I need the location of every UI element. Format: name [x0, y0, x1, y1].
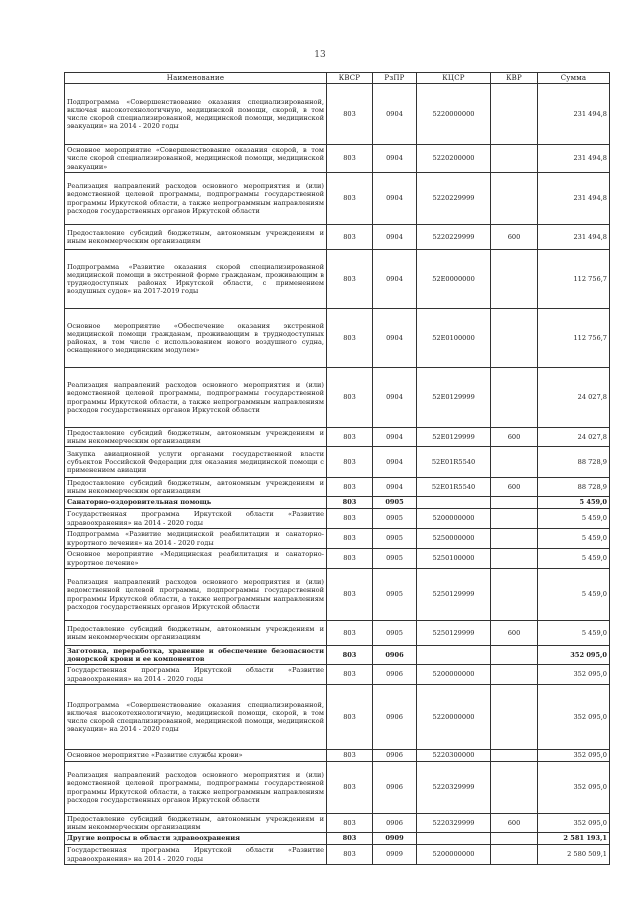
- cell-kcsr: 5220229999: [417, 225, 491, 250]
- cell-kvr: [491, 529, 538, 549]
- cell-rzpr: 0904: [373, 428, 417, 447]
- cell-name: Другие вопросы в области здравоохранения: [65, 833, 327, 845]
- table-row: [65, 225, 610, 250]
- header-rzpr: РзПР: [373, 73, 417, 84]
- cell-sum: 231 494,8: [538, 225, 610, 250]
- cell-name: Основное мероприятие «Обеспечение оказания экстренной медицинской помощи гражданам, проживающим в труднодоступных районах, в том числе с использованием нового воздушного судна, оснащенного медицинским модулем»: [65, 309, 327, 368]
- cell-rzpr: 0904: [373, 173, 417, 225]
- cell-rzpr: 0904: [373, 84, 417, 145]
- cell-kvsr: 803: [327, 478, 373, 497]
- cell-kcsr: 5250129999: [417, 621, 491, 646]
- cell-kvr: 600: [491, 225, 538, 250]
- cell-sum: 5 459,0: [538, 529, 610, 549]
- cell-sum: 5 459,0: [538, 549, 610, 569]
- cell-kvr: [491, 309, 538, 368]
- table-row: [65, 549, 610, 569]
- cell-kvsr: 803: [327, 84, 373, 145]
- cell-kvr: [491, 250, 538, 309]
- cell-kcsr: [417, 497, 491, 509]
- cell-rzpr: 0904: [373, 478, 417, 497]
- header-kcsr: КЦСР: [417, 73, 491, 84]
- cell-rzpr: 0904: [373, 250, 417, 309]
- cell-rzpr: 0906: [373, 814, 417, 833]
- table-row: [65, 447, 610, 478]
- table-row: [65, 368, 610, 428]
- cell-rzpr: 0905: [373, 549, 417, 569]
- cell-sum: 2 581 193,1: [538, 833, 610, 845]
- cell-kvr: 600: [491, 814, 538, 833]
- cell-kvr: [491, 447, 538, 478]
- cell-kvr: [491, 845, 538, 865]
- table-row: [65, 509, 610, 529]
- header-kvr: КВР: [491, 73, 538, 84]
- cell-sum: 352 095,0: [538, 814, 610, 833]
- cell-kcsr: 5200000000: [417, 845, 491, 865]
- cell-kcsr: 5220200000: [417, 145, 491, 173]
- cell-sum: 231 494,8: [538, 84, 610, 145]
- cell-kcsr: 52E01R5540: [417, 447, 491, 478]
- cell-rzpr: 0904: [373, 368, 417, 428]
- cell-rzpr: 0904: [373, 447, 417, 478]
- cell-kcsr: 5200000000: [417, 509, 491, 529]
- cell-sum: 5 459,0: [538, 621, 610, 646]
- cell-kvsr: 803: [327, 833, 373, 845]
- cell-kvsr: 803: [327, 685, 373, 750]
- cell-kcsr: [417, 833, 491, 845]
- table-row: [65, 762, 610, 814]
- cell-kcsr: 5250129999: [417, 569, 491, 621]
- cell-rzpr: 0906: [373, 762, 417, 814]
- table-row: [65, 665, 610, 685]
- cell-sum: 231 494,8: [538, 173, 610, 225]
- table-row: [65, 529, 610, 549]
- cell-name: Предоставление субсидий бюджетным, автономным учреждениям и иным некоммерческим организациям: [65, 621, 327, 646]
- cell-kvsr: 803: [327, 509, 373, 529]
- cell-sum: 24 027,8: [538, 368, 610, 428]
- cell-kvr: [491, 173, 538, 225]
- cell-sum: 24 027,8: [538, 428, 610, 447]
- cell-sum: 88 728,9: [538, 478, 610, 497]
- cell-name: Предоставление субсидий бюджетным, автономным учреждениям и иным некоммерческим организациям: [65, 814, 327, 833]
- cell-kvsr: 803: [327, 529, 373, 549]
- table-row: [65, 173, 610, 225]
- cell-kcsr: [417, 646, 491, 665]
- cell-rzpr: 0905: [373, 569, 417, 621]
- cell-kvsr: 803: [327, 569, 373, 621]
- cell-kvr: [491, 145, 538, 173]
- cell-kcsr: 52E0129999: [417, 368, 491, 428]
- cell-sum: 231 494,8: [538, 145, 610, 173]
- cell-kvr: [491, 569, 538, 621]
- cell-sum: 352 095,0: [538, 685, 610, 750]
- cell-kvr: [491, 665, 538, 685]
- cell-kvr: 600: [491, 478, 538, 497]
- cell-kcsr: 5250000000: [417, 529, 491, 549]
- cell-kvsr: 803: [327, 225, 373, 250]
- cell-name: Подпрограмма «Совершенствование оказания специализированной, включая высокотехнологичную, медицинской помощи, скорой, в том числе скорой специализированной, медицинской помощи, медицинской эвакуации» на 2014 - 2020 годы: [65, 84, 327, 145]
- cell-name: Государственная программа Иркутской области «Развитие здравоохранения» на 2014 - 2020 годы: [65, 845, 327, 865]
- cell-name: Санаторно-оздоровительная помощь: [65, 497, 327, 509]
- cell-kcsr: 5220000000: [417, 84, 491, 145]
- cell-kvr: [491, 549, 538, 569]
- cell-name: Закупка авиационной услуги органами государственной власти субъектов Российской Федерации для оказания медицинской помощи с применением авиации: [65, 447, 327, 478]
- cell-kvsr: 803: [327, 428, 373, 447]
- cell-name: Государственная программа Иркутской области «Развитие здравоохранения» на 2014 - 2020 годы: [65, 665, 327, 685]
- page-number: 13: [314, 50, 326, 60]
- cell-kvr: [491, 84, 538, 145]
- cell-sum: 5 459,0: [538, 509, 610, 529]
- cell-kvsr: 803: [327, 368, 373, 428]
- cell-rzpr: 0909: [373, 845, 417, 865]
- cell-rzpr: 0905: [373, 497, 417, 509]
- cell-rzpr: 0906: [373, 685, 417, 750]
- cell-kvr: [491, 368, 538, 428]
- budget-table: [64, 72, 610, 865]
- cell-rzpr: 0904: [373, 225, 417, 250]
- cell-sum: 352 095,0: [538, 762, 610, 814]
- cell-kcsr: 5250100000: [417, 549, 491, 569]
- cell-kcsr: 52E0100000: [417, 309, 491, 368]
- table-row: [65, 84, 610, 145]
- cell-rzpr: 0905: [373, 529, 417, 549]
- cell-kvr: [491, 646, 538, 665]
- header-sum: Сумма: [538, 73, 610, 84]
- table-row: [65, 750, 610, 762]
- cell-sum: 2 580 509,1: [538, 845, 610, 865]
- cell-name: Основное мероприятие «Медицинская реабилитация и санаторно-курортное лечение»: [65, 549, 327, 569]
- cell-kvr: 600: [491, 428, 538, 447]
- cell-rzpr: 0906: [373, 646, 417, 665]
- cell-name: Реализация направлений расходов основного мероприятия и (или) ведомственной целевой программы, подпрограммы государственной программы Иркутской области, а также непрограммным направлениям расходов государственных органов Иркутской области: [65, 368, 327, 428]
- cell-sum: 112 756,7: [538, 309, 610, 368]
- cell-name: Предоставление субсидий бюджетным, автономным учреждениям и иным некоммерческим организациям: [65, 225, 327, 250]
- cell-sum: 88 728,9: [538, 447, 610, 478]
- table-row: [65, 814, 610, 833]
- cell-kvr: [491, 509, 538, 529]
- header-name: Наименование: [65, 73, 327, 84]
- cell-kvsr: 803: [327, 845, 373, 865]
- table-row: [65, 428, 610, 447]
- cell-name: Реализация направлений расходов основного мероприятия и (или) ведомственной целевой программы, подпрограммы государственной программы Иркутской области, а также непрограммным направлениям расходов государственных органов Иркутской области: [65, 173, 327, 225]
- cell-sum: 352 095,0: [538, 750, 610, 762]
- cell-kcsr: 52E0000000: [417, 250, 491, 309]
- table-row: [65, 309, 610, 368]
- cell-kcsr: 5220329999: [417, 762, 491, 814]
- cell-rzpr: 0905: [373, 509, 417, 529]
- table-row: [65, 478, 610, 497]
- cell-name: Реализация направлений расходов основного мероприятия и (или) ведомственной целевой программы, подпрограммы государственной программы Иркутской области, а также непрограммным направлениям расходов государственных органов Иркутской области: [65, 762, 327, 814]
- cell-rzpr: 0906: [373, 750, 417, 762]
- cell-kvsr: 803: [327, 621, 373, 646]
- cell-rzpr: 0906: [373, 665, 417, 685]
- cell-kvsr: 803: [327, 762, 373, 814]
- table-row: [65, 833, 610, 845]
- cell-kvr: 600: [491, 621, 538, 646]
- cell-name: Предоставление субсидий бюджетным, автономным учреждениям и иным некоммерческим организациям: [65, 478, 327, 497]
- table-row: [65, 646, 610, 665]
- cell-name: Подпрограмма «Развитие оказания скорой специализированной медицинской помощи в экстренной форме гражданам, проживающим в труднодоступных районах Иркутской области, с применением воздушных судов» на 2017-2019 годы: [65, 250, 327, 309]
- cell-kcsr: 52E01R5540: [417, 478, 491, 497]
- cell-kcsr: 5220229999: [417, 173, 491, 225]
- cell-rzpr: 0904: [373, 309, 417, 368]
- cell-kvr: [491, 685, 538, 750]
- cell-kcsr: 5200000000: [417, 665, 491, 685]
- cell-kvr: [491, 750, 538, 762]
- cell-kvsr: 803: [327, 750, 373, 762]
- table-header-row: [65, 73, 610, 84]
- cell-sum: 5 459,0: [538, 569, 610, 621]
- cell-kvsr: 803: [327, 646, 373, 665]
- cell-rzpr: 0909: [373, 833, 417, 845]
- cell-kvsr: 803: [327, 447, 373, 478]
- cell-kvr: [491, 762, 538, 814]
- cell-kvsr: 803: [327, 814, 373, 833]
- table-body: [65, 84, 610, 865]
- cell-kvsr: 803: [327, 665, 373, 685]
- cell-kvr: [491, 833, 538, 845]
- table-row: [65, 845, 610, 865]
- cell-kvsr: 803: [327, 173, 373, 225]
- table-row: [65, 569, 610, 621]
- table-row: [65, 621, 610, 646]
- cell-kcsr: 5220300000: [417, 750, 491, 762]
- cell-name: Государственная программа Иркутской области «Развитие здравоохранения» на 2014 - 2020 годы: [65, 509, 327, 529]
- cell-kvsr: 803: [327, 250, 373, 309]
- cell-name: Заготовка, переработка, хранение и обеспечение безопасности донорской крови и ее компонентов: [65, 646, 327, 665]
- cell-sum: 352 095,0: [538, 646, 610, 665]
- cell-kvsr: 803: [327, 309, 373, 368]
- cell-name: Предоставление субсидий бюджетным, автономным учреждениям и иным некоммерческим организациям: [65, 428, 327, 447]
- cell-sum: 5 459,0: [538, 497, 610, 509]
- cell-kcsr: 5220000000: [417, 685, 491, 750]
- cell-kvsr: 803: [327, 497, 373, 509]
- table-row: [65, 497, 610, 509]
- table-row: [65, 250, 610, 309]
- cell-rzpr: 0904: [373, 145, 417, 173]
- table-row: [65, 145, 610, 173]
- cell-kcsr: 52E0129999: [417, 428, 491, 447]
- cell-name: Подпрограмма «Развитие медицинской реабилитации и санаторно-курортного лечения» на 2014 - 2020 годы: [65, 529, 327, 549]
- cell-name: Основное мероприятие «Совершенствование оказания скорой, в том числе скорой специализированной, медицинской помощи, медицинской эвакуации»: [65, 145, 327, 173]
- table-row: [65, 685, 610, 750]
- cell-name: Подпрограмма «Совершенствование оказания специализированной, включая высокотехнологичную, медицинской помощи, скорой, в том числе скорой специализированной, медицинской помощи, медицинской эвакуации» на 2014 - 2020 годы: [65, 685, 327, 750]
- cell-kvsr: 803: [327, 549, 373, 569]
- cell-sum: 112 756,7: [538, 250, 610, 309]
- cell-kcsr: 5220329999: [417, 814, 491, 833]
- cell-sum: 352 095,0: [538, 665, 610, 685]
- cell-kvr: [491, 497, 538, 509]
- cell-name: Реализация направлений расходов основного мероприятия и (или) ведомственной целевой программы, подпрограммы государственной программы Иркутской области, а также непрограммным направлениям расходов государственных органов Иркутской области: [65, 569, 327, 621]
- cell-kvsr: 803: [327, 145, 373, 173]
- cell-rzpr: 0905: [373, 621, 417, 646]
- cell-name: Основное мероприятие «Развитие службы крови»: [65, 750, 327, 762]
- header-kvsr: КВСР: [327, 73, 373, 84]
